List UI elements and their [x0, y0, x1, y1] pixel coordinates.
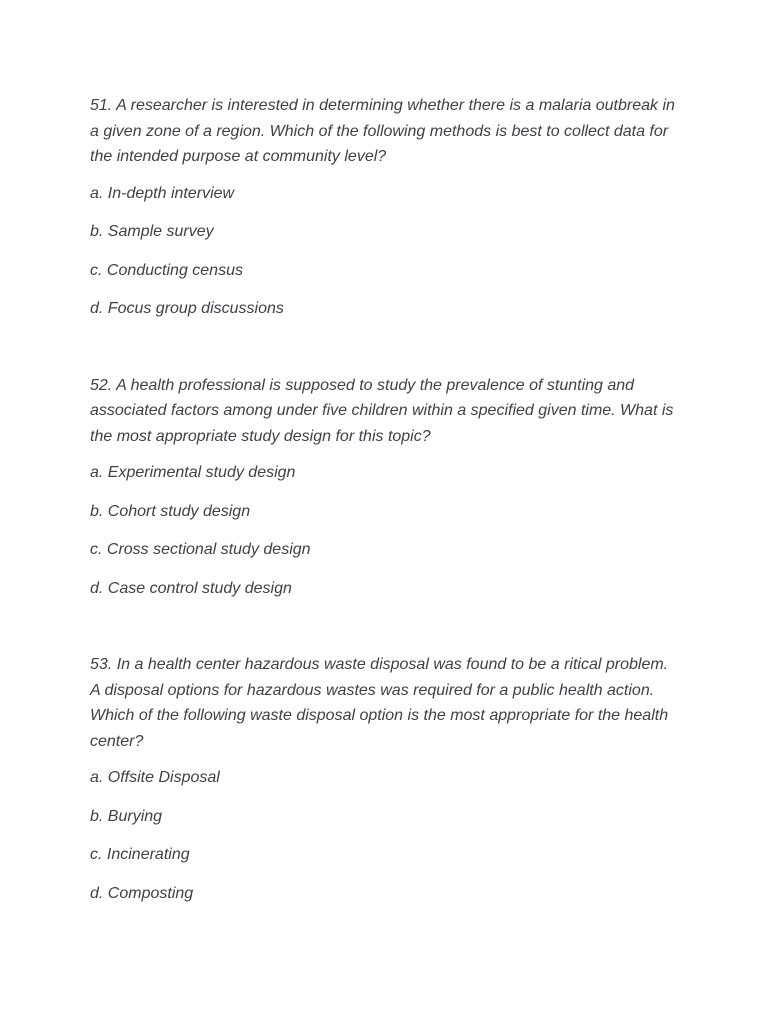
option-d: d. Focus group discussions: [90, 300, 284, 317]
question-53: [90, 652, 680, 906]
option-d: d. Composting: [90, 884, 194, 902]
option-b: b. Cohort study design: [90, 502, 251, 520]
option-b: b. Sample survey: [90, 223, 214, 240]
option-d: d. Case control study design: [90, 579, 292, 597]
question-51: [90, 93, 680, 322]
option-c: c. Conducting census: [90, 261, 243, 279]
option-b: b. Burying: [90, 807, 163, 825]
option-a: a. Offsite Disposal: [90, 769, 220, 786]
option-a: a. Experimental study design: [90, 464, 296, 481]
document-page: [90, 93, 680, 957]
question-text: 53. In a health center hazardous waste disposal was found to be a ritical problem. A disposal options for hazardous wastes was required for a public health action. Which of the following waste disposal option is the most appropriate for the health center?: [90, 656, 669, 750]
option-c: c. Cross sectional study design: [90, 541, 311, 558]
question-text: 52. A health professional is supposed to study the prevalence of stunting and associated factors among under five children within a specified given time. What is the most appropriate study design for this topic?: [90, 376, 674, 445]
question-52: [90, 373, 680, 602]
option-c: c. Incinerating: [90, 846, 190, 863]
question-text: 51. A researcher is interested in determining whether there is a malaria outbreak in a given zone of a region. Which of the following methods is best to collect data for the intended purpose at community level?: [90, 97, 675, 165]
option-a: a. In-depth interview: [90, 184, 235, 202]
